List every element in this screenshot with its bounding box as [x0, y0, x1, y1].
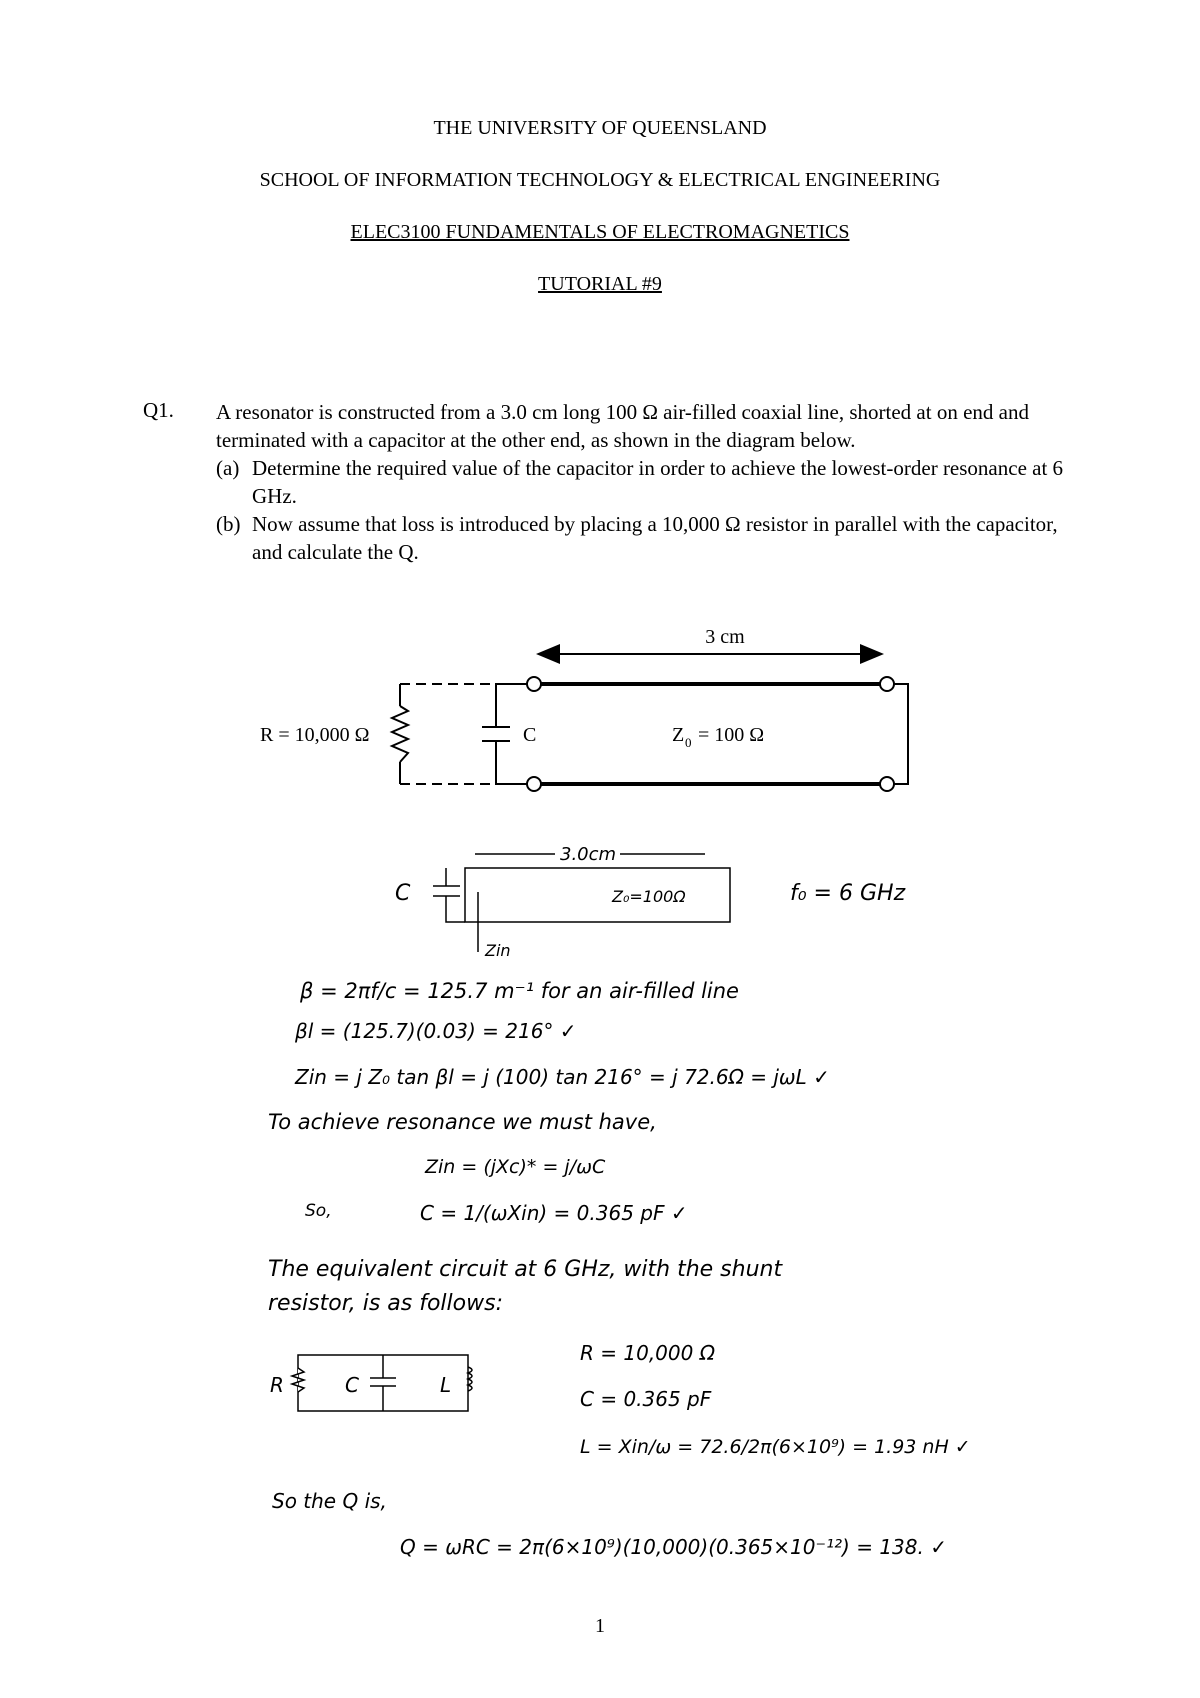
resistor-zigzag [392, 706, 408, 762]
resistor-label: R = 10,000 Ω [260, 724, 370, 746]
terminal-bottom-right [880, 777, 894, 791]
tutorial-title-text: TUTORIAL #9 [538, 273, 662, 295]
solution-line-11: C = 0.365 pF [580, 1387, 712, 1411]
sketch-zin: Zin [485, 941, 511, 960]
university-title: THE UNIVERSITY OF QUEENSLAND [433, 117, 767, 139]
question-label: Q1. [143, 398, 174, 422]
question-intro: A resonator is constructed from a 3.0 cm long 100 Ω air-filled coaxial line, shorted at on end and terminated with a capacitor at the other end, as shown in the diagram below. [216, 400, 1029, 452]
resonant-frequency: f₀ = 6 GHz [790, 881, 906, 906]
equiv-c-label: C [345, 1373, 359, 1397]
sketch-c: C [395, 881, 411, 906]
question-part-a [216, 454, 1066, 510]
page-number: 1 [595, 1615, 605, 1637]
solution-line-5: Zin = (jXc)* = j/ωC [425, 1156, 606, 1178]
part-a-text: Determine the required value of the capacitor in order to achieve the lowest-order resonance at 6 GHz. [252, 456, 1064, 508]
solution-line-10: R = 10,000 Ω [580, 1341, 715, 1365]
sketch-z0: Z₀=100Ω [612, 887, 686, 906]
sketch-length: 3.0cm [560, 844, 617, 865]
solution-line-7: C = 1/(ωXin) = 0.365 pF ✓ [420, 1201, 688, 1225]
part-a-label: (a) [216, 456, 240, 480]
terminal-bottom-left [527, 777, 541, 791]
course-title-text: ELEC3100 FUNDAMENTALS OF ELECTROMAGNETICS [350, 221, 850, 243]
capacitor-lead-bottom [496, 741, 527, 784]
solution-line-12: L = Xin/ω = 72.6/2π(6×10⁹) = 1.93 nH ✓ [580, 1436, 971, 1458]
part-b-label: (b) [216, 512, 241, 536]
sketch-cap-lead-2 [446, 896, 465, 922]
solution-line-3: Zin = j Z₀ tan βl = j (100) tan 216° = j 72.6Ω = jωL ✓ [295, 1065, 830, 1089]
capacitor-lead-top [496, 684, 527, 727]
resonator-diagram [0, 600, 1200, 810]
course-title [0, 221, 1200, 244]
question-body [216, 398, 1066, 566]
impedance-value: = 100 Ω [693, 724, 765, 746]
handwritten-solution [0, 840, 1200, 1540]
solution-line-6: So, [305, 1201, 332, 1221]
solution-line-1: β = 2πf/c = 125.7 m⁻¹ for an air-filled line [300, 979, 739, 1003]
solution-final [0, 1530, 1200, 1590]
length-label: 3 cm [705, 626, 745, 648]
school-title: SCHOOL OF INFORMATION TECHNOLOGY & ELECTRICAL ENGINEERING [259, 169, 941, 191]
solution-line-14: Q = ωRC = 2π(6×10⁹)(10,000)(0.365×10⁻¹²) = 138. ✓ [400, 1535, 947, 1559]
equiv-r-label: R [270, 1373, 284, 1397]
short-circuit [894, 684, 908, 784]
impedance-z: Z [672, 724, 685, 746]
terminal-top-left [527, 677, 541, 691]
tutorial-title [0, 273, 1200, 296]
impedance-sub: 0 [685, 735, 692, 750]
terminal-top-right [880, 677, 894, 691]
capacitor-label: C [523, 724, 537, 746]
question-part-b [216, 510, 1066, 566]
solution-line-4: To achieve resonance we must have, [268, 1110, 657, 1134]
solution-line-2: βl = (125.7)(0.03) = 216° ✓ [295, 1019, 577, 1043]
part-b-text: Now assume that loss is introduced by placing a 10,000 Ω resistor in parallel with the capacitor, and calculate the Q. [252, 512, 1058, 564]
equiv-resistor [292, 1368, 304, 1392]
solution-line-13: So the Q is, [272, 1489, 387, 1513]
solution-line-9: resistor, is as follows: [268, 1291, 503, 1316]
equiv-l-label: L [440, 1373, 452, 1397]
solution-line-8: The equivalent circuit at 6 GHz, with the shunt [268, 1257, 783, 1282]
sketch-line-box [465, 868, 730, 922]
